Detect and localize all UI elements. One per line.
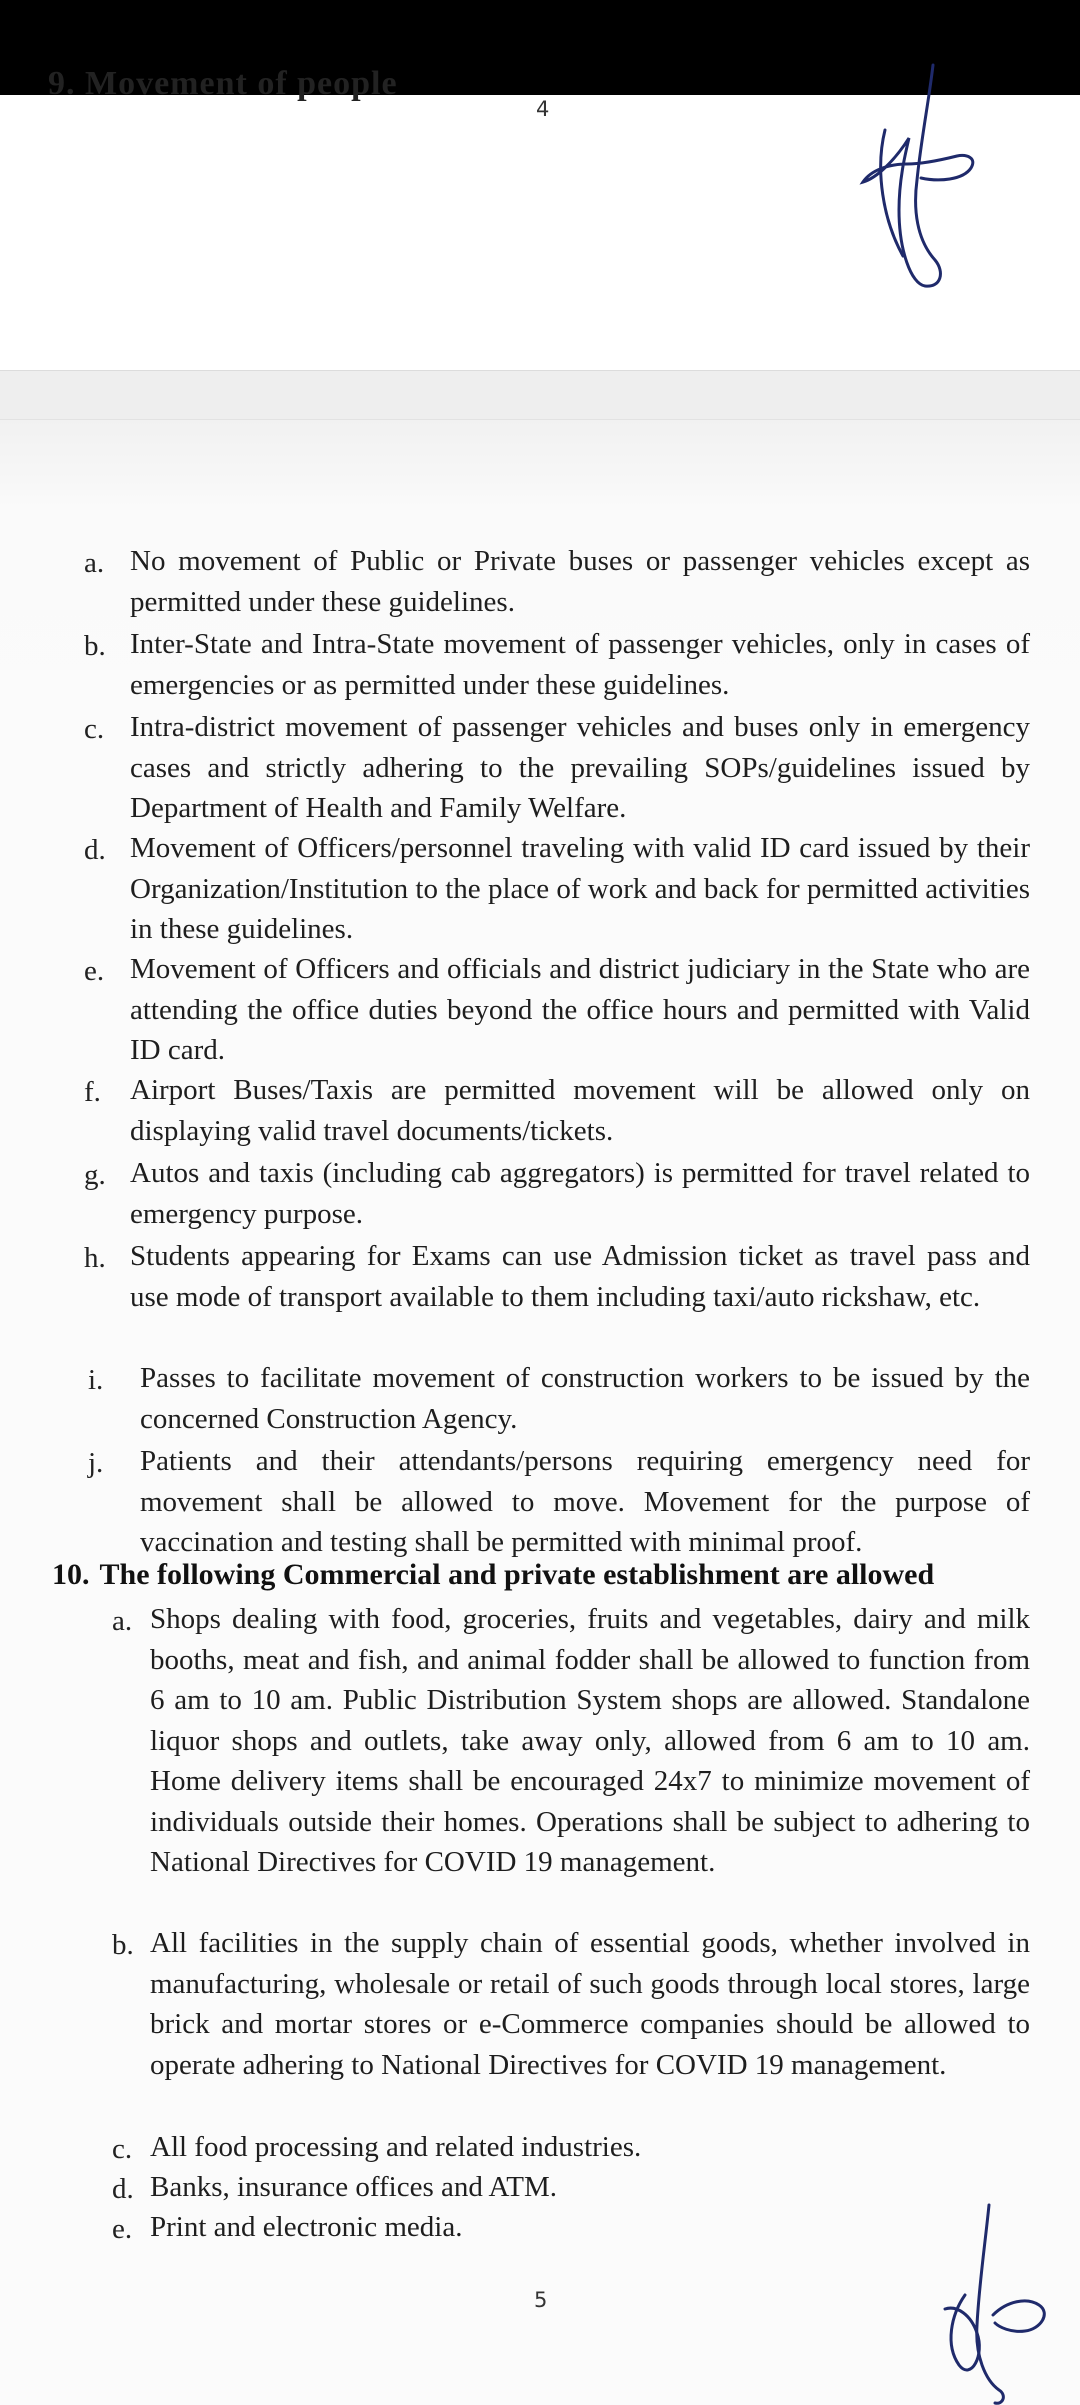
list-item: Movement of Officers/personnel traveling with valid ID card issued by their Organization/Institution to the place of work and back for permitted activities in these guidelines. (130, 832, 1030, 945)
list-item-label: j. (88, 1447, 104, 1479)
list-item: Intra-district movement of passenger vehicles and buses only in emergency cases and strictly adhering to the prevailing SOPs/guidelines issued by Department of Health and Family Welfare. (130, 711, 1030, 824)
list-item-label: i. (88, 1364, 104, 1396)
list-item-label: h. (84, 1242, 106, 1274)
list-item-label: d. (112, 2173, 134, 2205)
cut-off-heading: 9. Movement of people (48, 65, 398, 102)
list-item: Airport Buses/Taxis are permitted movement will be allowed only on displaying valid travel documents/tickets. (130, 1074, 1030, 1147)
list-item: All facilities in the supply chain of essential goods, whether involved in manufacturing, wholesale or retail of such goods through local stores, large brick and mortar stores or e-Commerce companies should be allowed to operate adhering to National Directives for COVID 19 management. (150, 1927, 1030, 2081)
list-item-label: e. (112, 2213, 133, 2245)
list-item-label: d. (84, 834, 106, 866)
list-item-label: b. (84, 630, 106, 662)
list-item: Print and electronic media. (150, 2211, 463, 2243)
list-item: No movement of Public or Private buses or passenger vehicles except as permitted under these guidelines. (130, 545, 1030, 618)
list-item: All food processing and related industries. (150, 2131, 642, 2163)
section-heading (52, 1558, 934, 1592)
list-item: Passes to facilitate movement of construction workers to be issued by the concerned Construction Agency. (140, 1362, 1030, 1435)
page-gap (0, 370, 1080, 420)
list-item-label: a. (112, 1605, 133, 1637)
list-item-label: c. (112, 2133, 133, 2165)
previous-page (0, 65, 1080, 370)
signature-icon (825, 60, 995, 310)
list-item: Movement of Officers and officials and district judiciary in the State who are attending the office duties beyond the office hours and permitted with Valid ID card. (130, 953, 1030, 1066)
list-item: Banks, insurance offices and ATM. (150, 2171, 557, 2203)
list-item: Students appearing for Exams can use Admission ticket as travel pass and use mode of transport available to them including taxi/auto rickshaw, etc. (130, 1240, 1030, 1313)
section-title: The following Commercial and private establishment are allowed (99, 1558, 935, 1591)
list-item-label: b. (112, 1929, 134, 1961)
list-item: Shops dealing with food, groceries, fruits and vegetables, dairy and milk booths, meat and fish, and animal fodder shall be allowed to function from 6 am to 10 am. Public Distribution System shops are allowed. Standalone liquor shops and outlets, take away only, allowed from 6 am to 10 am. Home delivery items shall be encouraged 24x7 to minimize movement of individuals outside their homes. Operations shall be subject to adhering to National Directives for COVID 19 management. (150, 1603, 1030, 1878)
page-number-bottom: 5 (534, 2288, 548, 2312)
section-number: 10. (52, 1558, 90, 1591)
page-number-top: 4 (536, 97, 550, 121)
list-item-label: f. (84, 1076, 101, 1108)
list-item-label: c. (84, 713, 105, 745)
list-item-label: e. (84, 955, 105, 987)
list-item-label: a. (84, 547, 105, 579)
list-item: Autos and taxis (including cab aggregators) is permitted for travel related to emergency purpose. (130, 1157, 1030, 1230)
list-item-label: g. (84, 1159, 106, 1191)
list-item: Patients and their attendants/persons requiring emergency need for movement shall be allowed to move. Movement for the purpose of vaccination and testing shall be permitted with minimal proof. (140, 1445, 1030, 1558)
list-item: Inter-State and Intra-State movement of passenger vehicles, only in cases of emergencies or as permitted under these guidelines. (130, 628, 1030, 701)
